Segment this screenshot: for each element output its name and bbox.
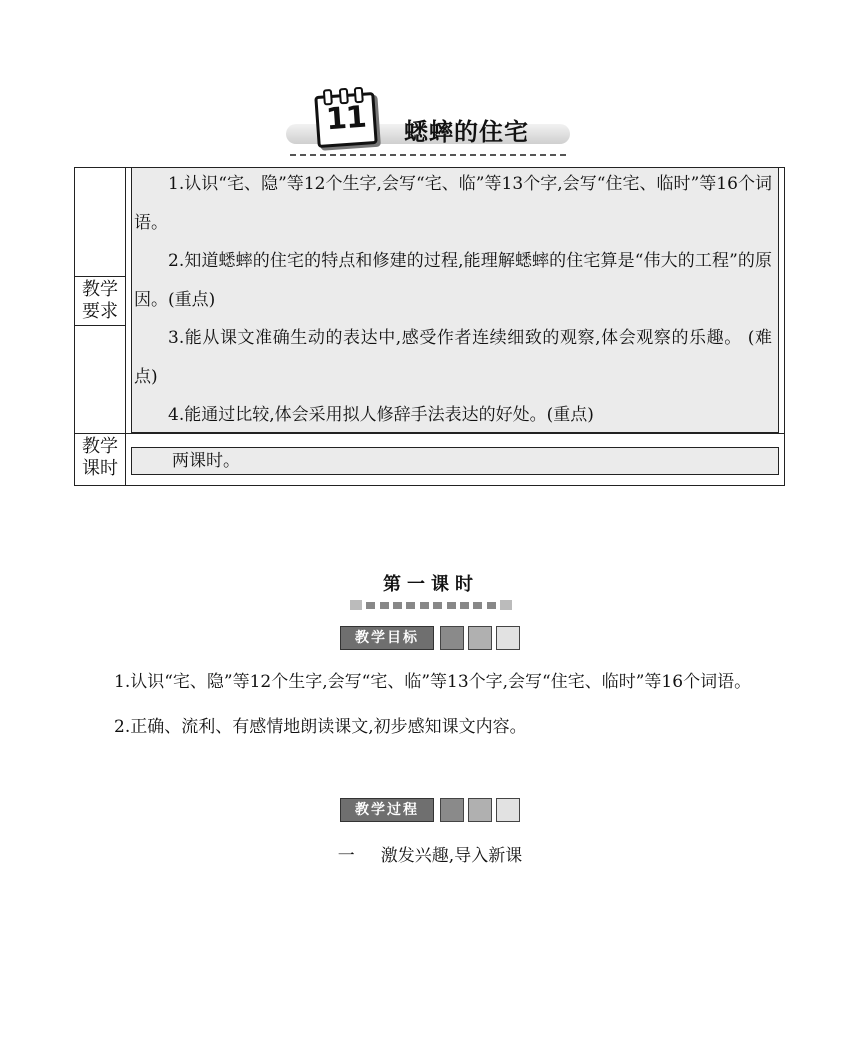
lesson-title: 蟋蟀的住宅 xyxy=(404,118,529,146)
requirements-table xyxy=(74,167,785,486)
process-tag-label: 教学过程 xyxy=(340,798,434,822)
process-step xyxy=(0,842,860,870)
hours-label-line2: 课时 xyxy=(82,458,118,479)
requirement-item: 4.能通过比较,体会采用拟人修辞手法表达的好处。(重点) xyxy=(168,405,594,425)
requirements-label xyxy=(75,276,125,326)
requirements-content xyxy=(131,168,779,433)
lesson-number: 11 xyxy=(324,99,367,138)
hours-value: 两课时。 xyxy=(131,447,779,475)
step-title: 激发兴趣,导入新课 xyxy=(380,846,523,866)
goals-list xyxy=(80,660,800,750)
section-divider xyxy=(350,600,512,610)
requirement-item: 2.知道蟋蟀的住宅的特点和修建的过程,能理解蟋蟀的住宅算是“伟大的工程”的原因。(重点) xyxy=(134,251,772,310)
step-number: 一 xyxy=(337,846,355,866)
hours-label-line1: 教学 xyxy=(82,436,118,457)
section-title: 第一课时 xyxy=(383,574,479,595)
section-heading xyxy=(350,572,512,616)
goals-tag-label: 教学目标 xyxy=(340,626,434,650)
goals-tag xyxy=(340,626,522,652)
process-tag xyxy=(340,798,522,824)
lesson-header xyxy=(286,88,576,160)
header-divider xyxy=(290,154,566,156)
calendar-icon xyxy=(314,92,377,148)
requirements-label-line1: 教学 xyxy=(82,279,118,300)
goal-item: 1.认识“宅、隐”等12个生字,会写“宅、临”等13个字,会写“住宅、临时”等16个词语。 xyxy=(114,672,752,692)
requirement-item: 1.认识“宅、隐”等12个生字,会写“宅、临”等13个字,会写“住宅、临时”等16个词语。 xyxy=(134,174,772,233)
goal-item: 2.正确、流利、有感情地朗读课文,初步感知课文内容。 xyxy=(114,717,527,737)
requirements-label-line2: 要求 xyxy=(82,301,118,322)
hours-label xyxy=(75,434,125,482)
requirement-item: 3.能从课文准确生动的表达中,感受作者连续细致的观察,体会观察的乐趣。 (难点) xyxy=(134,328,772,387)
